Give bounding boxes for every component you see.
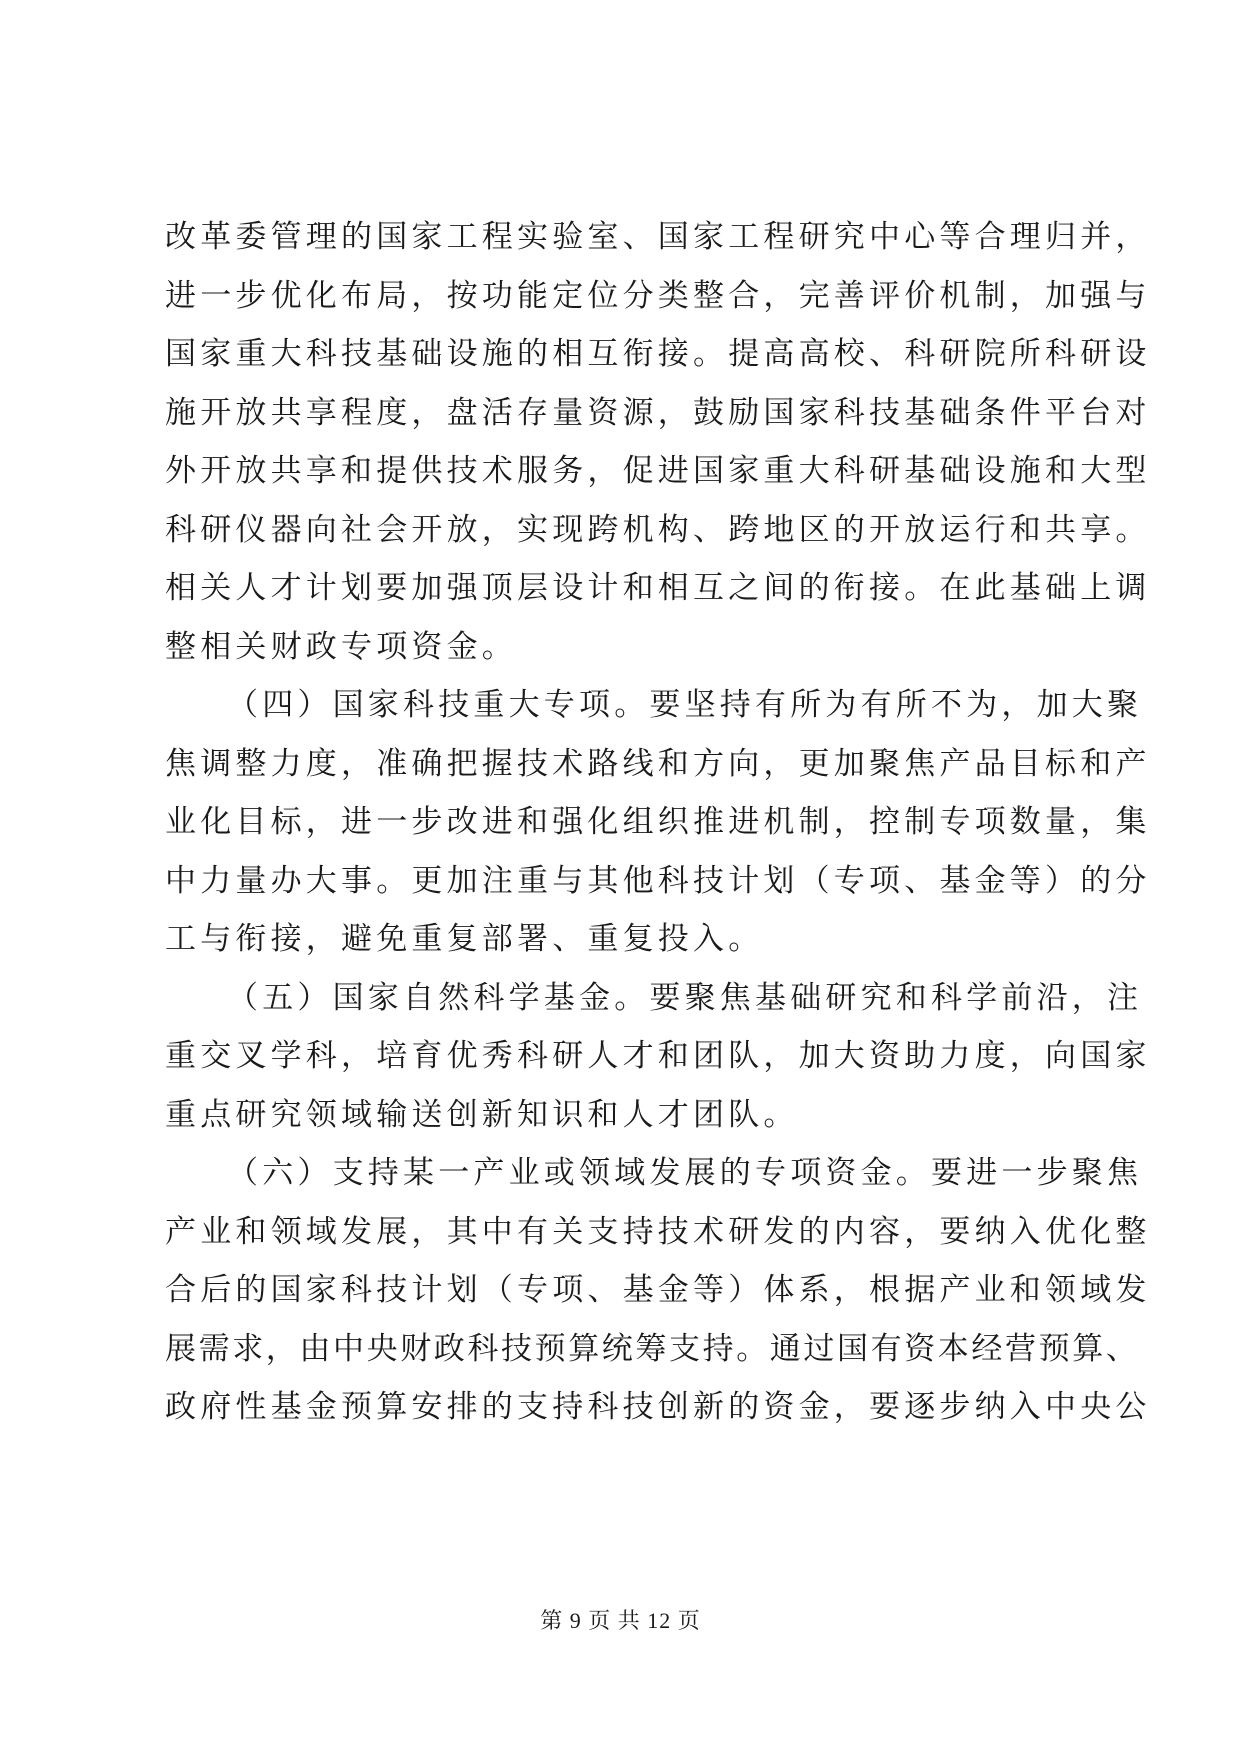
text-line: 焦调整力度，准确把握技术路线和方向，更加聚焦产品目标和产: [165, 745, 1151, 782]
paragraph: [165, 1144, 1151, 1437]
text-line: 展需求，由中央财政科技预算统筹支持。通过国有资本经营预算、: [165, 1330, 1140, 1367]
text-line: 重交叉学科，培育优秀科研人才和团队，加大资助力度，向国家: [165, 1038, 1151, 1074]
text-line: 改革委管理的国家工程实验室、国家工程研究中心等合理归并，: [165, 219, 1151, 255]
text-line: 政府性基金预算安排的支持科技创新的资金，要逐步纳入中央公: [165, 1389, 1151, 1425]
text-line: 重点研究领域输送创新知识和人才团队。: [165, 1096, 799, 1133]
text-line: （六）支持某一产业或领域发展的专项资金。要进一步聚焦: [227, 1155, 1143, 1191]
text-line: 业化目标，进一步改进和强化组织推进机制，控制专项数量，集: [165, 804, 1151, 840]
text-line: 施开放共享程度，盘活存量资源，鼓励国家科技基础条件平台对: [165, 394, 1151, 431]
text-line: 合后的国家科技计划（专项、基金等）体系，根据产业和领域发: [165, 1272, 1151, 1308]
text-line: 产业和领域发展，其中有关支持技术研发的内容，要纳入优化整: [165, 1213, 1151, 1250]
text-line: 相关人才计划要加强顶层设计和相互之间的衔接。在此基础上调: [165, 570, 1151, 606]
text-line: 外开放共享和提供技术服务，促进国家重大科研基础设施和大型: [165, 453, 1151, 489]
text-line: 整相关财政专项资金。: [165, 628, 517, 665]
paragraph: [165, 676, 1151, 969]
page-number-footer: 第 9 页 共 12 页: [540, 1608, 701, 1633]
paragraph: [165, 208, 1151, 676]
text-line: 科研仪器向社会开放，实现跨机构、跨地区的开放运行和共享。: [165, 511, 1151, 548]
paragraph: [165, 969, 1151, 1145]
text-line: （五）国家自然科学基金。要聚焦基础研究和科学前沿，注: [227, 979, 1143, 1016]
text-line: （四）国家科技重大专项。要坚持有所为有所不为，加大聚: [227, 687, 1143, 723]
text-line: 工与衔接，避免重复部署、重复投入。: [165, 921, 764, 957]
text-line: 中力量办大事。更加注重与其他科技计划（专项、基金等）的分: [165, 862, 1151, 899]
document-body: [165, 208, 1151, 1437]
text-line: 国家重大科技基础设施的相互衔接。提高高校、科研院所科研设: [165, 336, 1151, 372]
text-line: 进一步优化布局，按功能定位分类整合，完善评价机制，加强与: [165, 277, 1151, 314]
